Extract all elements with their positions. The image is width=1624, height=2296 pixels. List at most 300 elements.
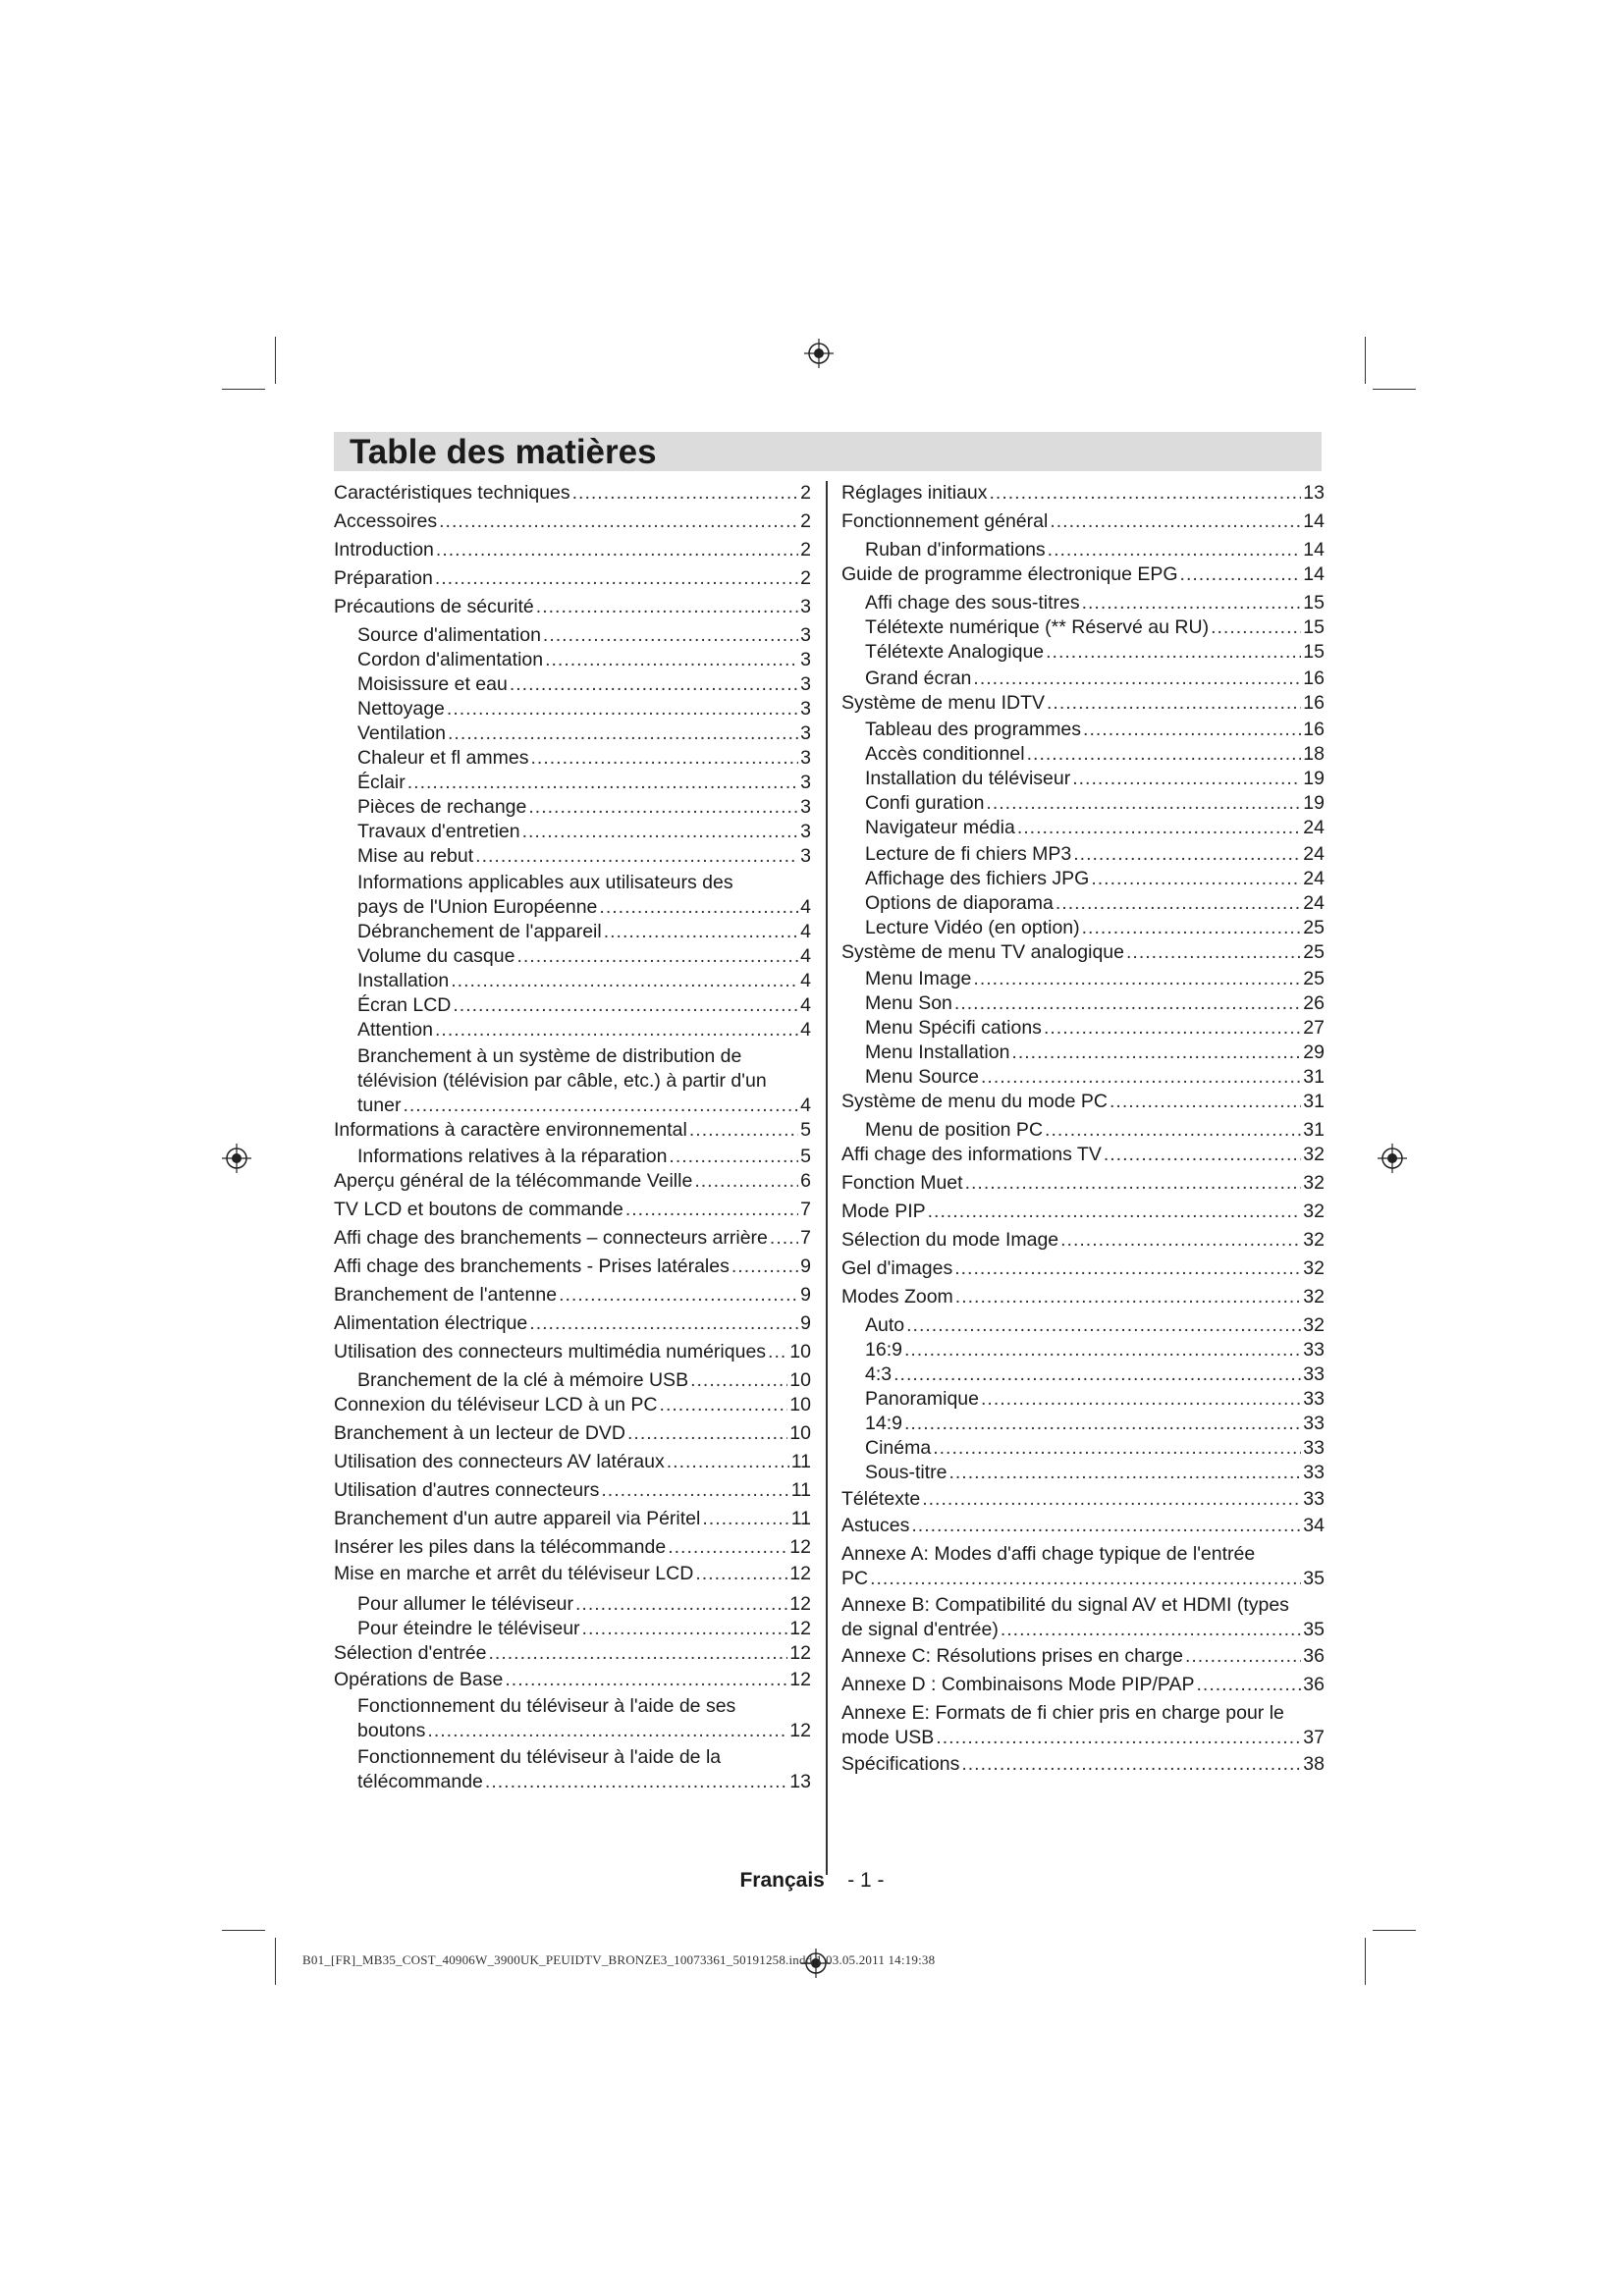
toc-entry[interactable] — [334, 566, 811, 591]
toc-entry-title: Connexion du téléviseur LCD à un PC — [334, 1394, 658, 1415]
toc-entry-row — [841, 691, 1325, 716]
toc-entry-row — [357, 844, 811, 869]
toc-entry-row — [865, 767, 1325, 791]
toc-dot-leader — [911, 1514, 1301, 1538]
toc-entry[interactable] — [334, 1478, 811, 1503]
toc-page-number: 5 — [800, 1119, 811, 1141]
toc-page-number: 7 — [800, 1199, 811, 1220]
crop-mark — [1373, 1930, 1416, 1931]
toc-entry[interactable] — [841, 1200, 1325, 1224]
toc-entry-title: Mise au rebut — [357, 845, 474, 867]
toc-page-number: 10 — [789, 1341, 811, 1362]
toc-entry[interactable] — [334, 1562, 811, 1586]
crop-mark — [1373, 389, 1416, 390]
registration-mark-icon — [1378, 1144, 1407, 1173]
toc-entry-title: Mise en marche et arrêt du téléviseur LCD — [334, 1563, 694, 1584]
toc-page-number: 9 — [800, 1255, 811, 1277]
toc-dot-leader — [1083, 718, 1301, 742]
toc-entry[interactable] — [334, 1668, 811, 1692]
toc-entry[interactable] — [841, 1090, 1325, 1114]
toc-dot-leader — [522, 820, 799, 844]
toc-entry[interactable] — [357, 820, 811, 844]
toc-entry[interactable] — [334, 1169, 811, 1194]
toc-entry-title: Modes Zoom — [841, 1286, 953, 1308]
toc-dot-leader — [660, 1393, 788, 1417]
toc-page-number: 4 — [800, 1095, 811, 1116]
toc-entry-row — [334, 595, 811, 619]
toc-entry[interactable] — [865, 967, 1325, 991]
toc-entry-title: Installation du téléviseur — [865, 768, 1071, 789]
toc-page-number: 35 — [1303, 1619, 1325, 1640]
toc-entry[interactable] — [357, 623, 811, 648]
toc-entry[interactable] — [357, 920, 811, 944]
toc-entry-title: boutons — [357, 1720, 426, 1741]
toc-page-number: 33 — [1303, 1437, 1325, 1459]
toc-entry[interactable] — [357, 844, 811, 869]
toc-page-number: 9 — [800, 1284, 811, 1306]
toc-entry[interactable] — [334, 1535, 811, 1560]
toc-page-number: 25 — [1303, 941, 1325, 963]
crop-mark — [275, 337, 276, 384]
toc-entry[interactable] — [865, 916, 1325, 940]
toc-entry[interactable] — [334, 1311, 811, 1336]
toc-page-number: 32 — [1303, 1229, 1325, 1251]
toc-entry[interactable] — [357, 697, 811, 721]
toc-entry-title: 16:9 — [865, 1339, 902, 1361]
toc-dot-leader — [1011, 1041, 1301, 1065]
toc-entry[interactable] — [865, 842, 1325, 867]
toc-page-number: 2 — [800, 567, 811, 589]
toc-entry[interactable] — [865, 615, 1325, 640]
toc-entry-row — [334, 1562, 811, 1586]
toc-dot-leader — [453, 993, 798, 1018]
toc-dot-leader — [448, 721, 798, 746]
toc-dot-leader — [965, 1171, 1302, 1196]
toc-entry-title: Volume du casque — [357, 945, 515, 967]
toc-dot-leader — [1104, 1143, 1301, 1167]
toc-page-number: 10 — [789, 1422, 811, 1444]
toc-dot-leader — [1056, 891, 1301, 916]
toc-entry[interactable] — [357, 648, 811, 672]
toc-page-number: 25 — [1303, 917, 1325, 938]
toc-entry-title: Affichage des fichiers JPG — [865, 868, 1090, 889]
toc-entry-title: Pour éteindre le téléviseur — [357, 1618, 580, 1639]
toc-dot-leader — [954, 991, 1301, 1016]
toc-entry-row — [841, 1090, 1325, 1114]
toc-entry[interactable] — [865, 538, 1325, 562]
toc-entry-row — [334, 1283, 811, 1308]
toc-dot-leader — [439, 509, 798, 534]
toc-page-number: 4 — [800, 994, 811, 1016]
toc-entry-row — [334, 1421, 811, 1446]
toc-page-number: 12 — [789, 1563, 811, 1584]
toc-entry[interactable] — [334, 595, 811, 619]
toc-dot-leader — [1050, 509, 1301, 534]
toc-entry-title: Utilisation des connecteurs AV latéraux — [334, 1451, 665, 1472]
toc-entry-row — [334, 538, 811, 562]
toc-entry-row — [865, 718, 1325, 742]
toc-entry-title: Menu Son — [865, 992, 952, 1014]
toc-entry[interactable] — [865, 591, 1325, 615]
toc-dot-leader — [572, 481, 799, 506]
toc-page-number: 33 — [1303, 1488, 1325, 1510]
toc-page-number: 24 — [1303, 843, 1325, 865]
toc-page-number: 19 — [1303, 792, 1325, 814]
toc-dot-leader — [668, 1535, 787, 1560]
print-slug: B01_[FR]_MB35_COST_40906W_3900UK_PEUIDTV_BRONZE3_10073361_50191258.indd 1 03.05.2011 14:19:38 — [302, 1952, 936, 1967]
toc-entry-title: tuner — [357, 1095, 402, 1116]
toc-entry[interactable] — [357, 1694, 811, 1743]
toc-entry-row — [841, 1171, 1325, 1196]
toc-entry[interactable] — [865, 1436, 1325, 1461]
toc-entry-row — [334, 1478, 811, 1503]
toc-entry-title: Introduction — [334, 539, 434, 561]
toc-entry-title: Guide de programme électronique EPG — [841, 563, 1178, 585]
toc-entry[interactable] — [334, 509, 811, 534]
toc-entry-row — [865, 842, 1325, 867]
toc-entry-title: Options de diaporama — [865, 892, 1054, 914]
toc-dot-leader — [627, 1421, 787, 1446]
toc-entry-row — [865, 1016, 1325, 1041]
toc-dot-leader — [545, 648, 798, 672]
toc-entry-row — [865, 791, 1325, 816]
toc-entry-row — [357, 1145, 811, 1169]
toc-entry-row — [334, 1393, 811, 1417]
toc-dot-leader — [870, 1567, 1301, 1591]
toc-entry-row — [334, 1340, 811, 1364]
toc-page-number: 29 — [1303, 1041, 1325, 1063]
toc-page-number: 2 — [800, 539, 811, 561]
toc-entry[interactable] — [334, 1283, 811, 1308]
toc-entry-row — [865, 1412, 1325, 1436]
toc-entry[interactable] — [865, 1338, 1325, 1362]
toc-entry-line: Annexe E: Formats de fi chier pris en charge pour le — [841, 1702, 1284, 1724]
toc-dot-leader — [770, 1226, 798, 1251]
toc-entry-row — [841, 562, 1325, 587]
toc-dot-leader — [702, 1507, 788, 1531]
toc-entry-title: pays de l'Union Européenne — [357, 896, 598, 918]
toc-entry[interactable] — [357, 993, 811, 1018]
toc-entry-line: Fonctionnement du téléviseur à l'aide de ses — [357, 1695, 736, 1717]
toc-entry[interactable] — [841, 1514, 1325, 1538]
toc-entry-title: Alimentation électrique — [334, 1312, 528, 1334]
toc-entry-row — [357, 721, 811, 746]
toc-page-number: 3 — [800, 845, 811, 867]
toc-entry[interactable] — [865, 767, 1325, 791]
toc-entry-title: Auto — [865, 1314, 905, 1336]
toc-page-number: 11 — [790, 1508, 811, 1529]
toc-entry-row — [334, 1118, 811, 1143]
toc-entry[interactable] — [865, 640, 1325, 665]
toc-entry[interactable] — [334, 1255, 811, 1279]
toc-page-number: 32 — [1303, 1314, 1325, 1336]
toc-page-number: 33 — [1303, 1388, 1325, 1410]
toc-entry[interactable] — [865, 1313, 1325, 1338]
toc-dot-leader — [604, 920, 798, 944]
toc-entry[interactable] — [357, 721, 811, 746]
toc-dot-leader — [1196, 1673, 1301, 1697]
toc-dot-leader — [447, 697, 798, 721]
toc-entry-row — [841, 1752, 1325, 1777]
toc-entry-title: Panoramique — [865, 1388, 979, 1410]
toc-entry-row — [334, 1311, 811, 1336]
toc-entry[interactable] — [357, 1617, 811, 1641]
toc-entry[interactable] — [334, 1393, 811, 1417]
toc-dot-leader — [435, 566, 798, 591]
toc-entry-row — [865, 667, 1325, 691]
toc-entry-row — [334, 1450, 811, 1474]
toc-entry[interactable] — [357, 1592, 811, 1617]
toc-entry-title: Lecture Vidéo (en option) — [865, 917, 1080, 938]
toc-entry[interactable] — [865, 1412, 1325, 1436]
toc-entry-title: Système de menu du mode PC — [841, 1091, 1108, 1112]
toc-entry[interactable] — [334, 538, 811, 562]
toc-page-number: 24 — [1303, 892, 1325, 914]
toc-page-number: 32 — [1303, 1286, 1325, 1308]
toc-entry[interactable] — [357, 1145, 811, 1169]
toc-entry[interactable] — [865, 816, 1325, 840]
toc-entry-row — [865, 1065, 1325, 1090]
toc-entry-row — [357, 895, 811, 920]
toc-entry[interactable] — [841, 1752, 1325, 1777]
toc-entry-title: Réglages initiaux — [841, 482, 988, 504]
toc-page-number: 31 — [1303, 1091, 1325, 1112]
toc-entry[interactable] — [357, 771, 811, 795]
toc-entry[interactable] — [865, 867, 1325, 891]
toc-entry-row — [841, 1200, 1325, 1224]
toc-entry-line: Informations applicables aux utilisateurs des — [357, 872, 733, 893]
toc-entry-title: Cinéma — [865, 1437, 932, 1459]
toc-page-number: 12 — [789, 1669, 811, 1690]
toc-page-number: 31 — [1303, 1066, 1325, 1088]
toc-entry-title: Insérer les piles dans la télécommande — [334, 1536, 667, 1558]
toc-dot-leader — [1045, 1118, 1301, 1143]
toc-entry-title: 4:3 — [865, 1363, 893, 1385]
toc-entry[interactable] — [334, 1641, 811, 1666]
toc-entry-row — [334, 1226, 811, 1251]
toc-dot-leader — [893, 1362, 1301, 1387]
toc-dot-leader — [954, 1256, 1301, 1281]
toc-entry[interactable] — [357, 672, 811, 697]
toc-entry-row — [841, 1143, 1325, 1167]
toc-entry-line: Branchement à un système de distribution de — [357, 1045, 742, 1067]
toc-page-number: 3 — [800, 596, 811, 617]
toc-page-number: 26 — [1303, 992, 1325, 1014]
toc-entry-title: Source d'alimentation — [357, 624, 541, 646]
toc-entry-row — [357, 672, 811, 697]
toc-entry-row — [841, 481, 1325, 506]
toc-entry[interactable] — [841, 1171, 1325, 1196]
toc-dot-leader — [1180, 562, 1302, 587]
toc-entry-row — [357, 795, 811, 820]
toc-entry[interactable] — [865, 1118, 1325, 1143]
registration-mark-icon — [222, 1144, 251, 1173]
toc-entry-title: Cordon d'alimentation — [357, 649, 544, 670]
toc-entry-title: Opérations de Base — [334, 1669, 504, 1690]
toc-entry[interactable] — [841, 940, 1325, 965]
toc-entry-row — [865, 615, 1325, 640]
toc-page-number: 9 — [800, 1312, 811, 1334]
toc-page-number: 15 — [1303, 641, 1325, 663]
toc-dot-leader — [948, 1461, 1301, 1485]
toc-entry-row — [841, 1618, 1325, 1642]
toc-dot-leader — [928, 1200, 1302, 1224]
toc-entry[interactable] — [334, 1226, 811, 1251]
toc-entry-row — [334, 1198, 811, 1222]
toc-page-number: 4 — [800, 945, 811, 967]
toc-dot-leader — [990, 481, 1302, 506]
toc-entry[interactable] — [841, 1593, 1325, 1642]
toc-entry-title: Tableau des programmes — [865, 719, 1082, 740]
toc-page-number: 5 — [800, 1146, 811, 1167]
toc-entry-row — [841, 1256, 1325, 1281]
toc-entry[interactable] — [357, 969, 811, 993]
toc-entry-title: Menu Installation — [865, 1041, 1010, 1063]
toc-dot-leader — [981, 1387, 1301, 1412]
toc-entry[interactable] — [334, 1421, 811, 1446]
toc-dot-leader — [536, 595, 798, 619]
toc-entry-title: Fonction Muet — [841, 1172, 963, 1194]
toc-page-number: 13 — [1303, 482, 1325, 504]
toc-entry-row — [357, 648, 811, 672]
toc-entry[interactable] — [865, 742, 1325, 767]
toc-dot-leader — [516, 944, 798, 969]
toc-entry[interactable] — [357, 1745, 811, 1794]
toc-dot-leader — [669, 1145, 798, 1169]
toc-page-number: 37 — [1303, 1727, 1325, 1748]
toc-entry[interactable] — [841, 1673, 1325, 1697]
toc-entry[interactable] — [865, 1041, 1325, 1065]
toc-entry[interactable] — [334, 1507, 811, 1531]
toc-page-number: 12 — [789, 1618, 811, 1639]
toc-page-number: 3 — [800, 796, 811, 818]
toc-entry[interactable] — [841, 562, 1325, 587]
toc-entry-title: Attention — [357, 1019, 433, 1041]
toc-entry[interactable] — [357, 1368, 811, 1393]
toc-entry-row — [841, 1228, 1325, 1253]
toc-entry[interactable] — [865, 667, 1325, 691]
toc-entry[interactable] — [334, 481, 811, 506]
toc-entry[interactable] — [841, 1542, 1325, 1591]
toc-entry-title: Confi guration — [865, 792, 985, 814]
toc-page-number: 3 — [800, 747, 811, 769]
toc-entry[interactable] — [357, 795, 811, 820]
toc-page-number: 3 — [800, 821, 811, 842]
toc-entry-row — [865, 640, 1325, 665]
crop-mark — [222, 1930, 265, 1931]
toc-entry-row — [334, 1255, 811, 1279]
toc-entry-title: de signal d'entrée) — [841, 1619, 999, 1640]
toc-entry-title: Caractéristiques techniques — [334, 482, 570, 504]
toc-entry[interactable] — [841, 1143, 1325, 1167]
toc-dot-leader — [1073, 842, 1301, 867]
toc-entry[interactable] — [334, 1340, 811, 1364]
toc-entry[interactable] — [865, 1362, 1325, 1387]
toc-entry[interactable] — [841, 1228, 1325, 1253]
toc-entry[interactable] — [865, 791, 1325, 816]
toc-entry[interactable] — [334, 1198, 811, 1222]
toc-page-number: 12 — [789, 1593, 811, 1615]
toc-entry[interactable] — [865, 1065, 1325, 1090]
toc-entry-row — [865, 891, 1325, 916]
registration-mark-icon — [804, 339, 834, 368]
toc-entry[interactable] — [357, 944, 811, 969]
toc-entry-title: Menu de position PC — [865, 1119, 1044, 1141]
toc-page-number: 33 — [1303, 1363, 1325, 1385]
toc-dot-leader — [936, 1726, 1301, 1750]
toc-entry[interactable] — [841, 691, 1325, 716]
toc-page-number: 11 — [790, 1479, 811, 1501]
toc-entry[interactable] — [841, 1644, 1325, 1669]
toc-entry[interactable] — [865, 991, 1325, 1016]
toc-page-number: 33 — [1303, 1462, 1325, 1483]
toc-dot-leader — [407, 771, 798, 795]
toc-dot-leader — [599, 895, 798, 920]
toc-entry-row — [865, 1362, 1325, 1387]
toc-entry-title: Annexe D : Combinaisons Mode PIP/PAP — [841, 1674, 1195, 1695]
toc-page-number: 4 — [800, 921, 811, 942]
toc-page-number: 32 — [1303, 1144, 1325, 1165]
toc-entry-title: Fonctionnement général — [841, 510, 1049, 532]
toc-entry[interactable] — [841, 509, 1325, 534]
toc-entry[interactable] — [841, 1256, 1325, 1281]
toc-entry[interactable] — [841, 1487, 1325, 1512]
toc-dot-leader — [955, 1285, 1302, 1309]
toc-entry-title: PC — [841, 1568, 869, 1589]
toc-entry[interactable] — [841, 1701, 1325, 1750]
toc-dot-leader — [1027, 742, 1302, 767]
toc-entry-row — [865, 1387, 1325, 1412]
toc-entry-row — [334, 1535, 811, 1560]
toc-entry-row — [865, 991, 1325, 1016]
toc-page-number: 6 — [800, 1170, 811, 1192]
toc-entry[interactable] — [865, 1016, 1325, 1041]
toc-entry[interactable] — [357, 1044, 811, 1118]
toc-entry-row — [334, 1668, 811, 1692]
toc-entry[interactable] — [865, 718, 1325, 742]
toc-entry-title: Branchement de l'antenne — [334, 1284, 558, 1306]
toc-entry-title: Spécifications — [841, 1753, 960, 1775]
toc-page-number: 3 — [800, 772, 811, 793]
toc-entry[interactable] — [357, 1018, 811, 1042]
toc-entry[interactable] — [334, 1118, 811, 1143]
toc-entry[interactable] — [841, 1285, 1325, 1309]
toc-entry[interactable] — [865, 1461, 1325, 1485]
toc-entry[interactable] — [334, 1450, 811, 1474]
toc-entry-title: Branchement d'un autre appareil via Péritel — [334, 1508, 701, 1529]
toc-entry[interactable] — [357, 871, 811, 920]
toc-entry[interactable] — [865, 891, 1325, 916]
toc-entry-row — [841, 1285, 1325, 1309]
toc-entry[interactable] — [357, 746, 811, 771]
toc-entry[interactable] — [865, 1387, 1325, 1412]
toc-dot-leader — [1211, 615, 1301, 640]
toc-entry-row — [357, 944, 811, 969]
toc-dot-leader — [1091, 867, 1301, 891]
toc-page-number: 11 — [790, 1451, 811, 1472]
toc-page-number: 16 — [1303, 667, 1325, 689]
toc-entry-title: Précautions de sécurité — [334, 596, 534, 617]
page-title: Table des matières — [350, 433, 657, 471]
toc-entry-row — [357, 1094, 811, 1118]
toc-page-number: 3 — [800, 698, 811, 720]
toc-dot-leader — [1110, 1090, 1301, 1114]
toc-entry[interactable] — [841, 481, 1325, 506]
toc-dot-leader — [528, 795, 798, 820]
toc-dot-leader — [961, 1752, 1301, 1777]
toc-entry-title: Utilisation d'autres connecteurs — [334, 1479, 600, 1501]
footer-language: Français — [739, 1869, 825, 1892]
